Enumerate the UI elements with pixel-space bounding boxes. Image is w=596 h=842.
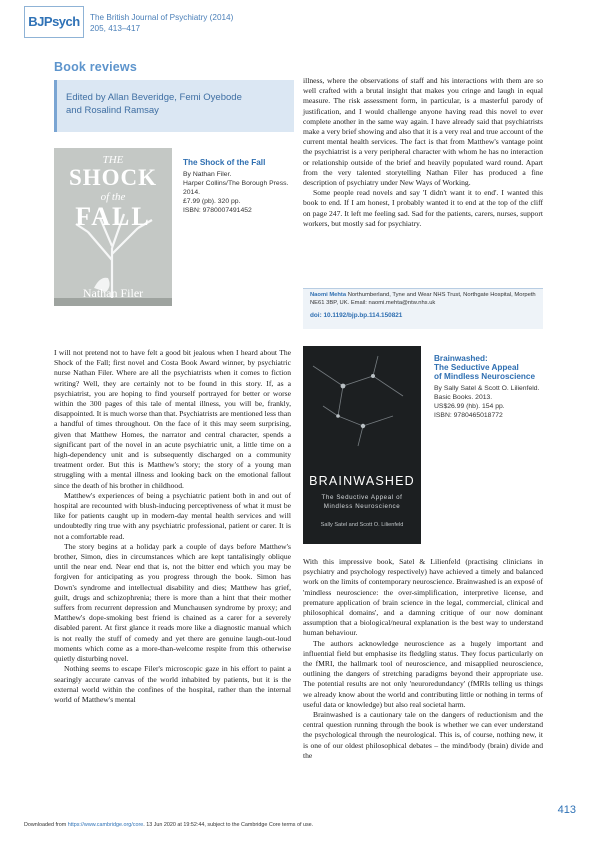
review2-price: US$26.99 (hb). 154 pp. (434, 403, 505, 410)
review1-title: The Shock of the Fall (183, 158, 266, 167)
review1-meta (183, 158, 295, 215)
journal-volume: 205, 413–417 (90, 23, 141, 33)
cover-subtitle-2: Mindless Neuroscience (323, 503, 401, 510)
paragraph: illness, where the observations of staff and his interactions with them are so well crafted with a brutal insight that makes you cringe and laugh in equal measure. The risk assessment form, in particular, is a masterful parody of justification, and I would challenge anyone having read this novel to ever complete another in the same way again. I have already said that psychiatrists make a very brief showing and also that it is a very real and true account of the current mental health services. The fact is that from Matthew's vantage point the psychiatrist is a very peripheral character with whom he has no interaction or relationship outside of the brief and heavily populated ward round. Apart from the very talented storytelling Nathan Filer has produced a fine description of psychiatry under New Ways of Working. (303, 76, 543, 188)
editors (66, 92, 286, 117)
cover-title: BRAINWASHED (309, 474, 415, 488)
paragraph: The story begins at a holiday park a couple of days before Matthew's brother, Simon, dies in circumstances which are kept tantalisingly oblique until the near end. Near end that is, not the bitter end which you may be forgiven for anticipating as you progress through the book. Simon has Down's syndrome and intellectual disability and dies; Matthew has grief, guilt, drugs and schizophrenia; there is more than a hint that their mother suffers from recurrent depression and Munchausen syndrome by proxy; and Matthew's dope-smoking best friend is chained as a carer for a severely disabled parent. At first glance it reads more like a diagnostic manual which is not really the stuff of comedy and yet there are genuine laugh-out-loud moments which come as a more-than-welcome respite from this otherwise quietly disturbing novel. (54, 541, 291, 664)
paragraph: With this impressive book, Satel & Lilienfeld (practising clinicians in psychiatry and psychology respectively) have achieved a timely and balanced work on the limits of contemporary neuroscience. Brainwashed is an exposé of 'mindless neuroscience: the over-simplification, interpretive license, and premature application of brain science in the legal, commercial, clinical and philosophical domains', and a damning critique of our now dominant assumption that a biological/neural explanation is the best way to understand human behaviour. (303, 557, 543, 638)
review2-meta (434, 354, 546, 420)
footer-suffix: . 13 Jun 2020 at 19:52:44, subject to the Cambridge Core terms of use. (143, 822, 314, 828)
review1-author: By Nathan Filer. (183, 171, 232, 178)
editors-line-2: and Rosalind Ramsay (66, 104, 159, 116)
cover-title-2: SHOCK (68, 165, 158, 190)
cover-title-1: THE (102, 154, 124, 166)
book-cover-brainwashed (303, 346, 421, 544)
cover-neuron-illustration (303, 346, 421, 544)
review2-publisher: Basic Books. 2013. (434, 394, 493, 401)
paragraph: Matthew's experiences of being a psychiatric patient both in and out of hospital are recounted with blush-inducing perceptiveness of what it must be like for patients caught up in modern-day mental health services and will undoubtedly ring true with any psychiatric professional, patient or carer. It is not a comfortable read. (54, 490, 291, 541)
journal-name: The British Journal of Psychiatry (2014) (90, 13, 234, 22)
review2-body (303, 557, 543, 761)
paragraph: Some people read novels and say 'I didn't want it to end'. I wanted this book to end. If I am honest, I probably wanted it to end at the top of the cliff on page 247. It left me feeling sad. Sad for the patients, carers, nurses, support workers, but mostly sad for psychiatry. (303, 188, 543, 228)
footer-link[interactable]: https://www.cambridge.org/core (67, 822, 144, 828)
cover-title-3: of the (100, 191, 126, 203)
cover-title-4: FALL (75, 202, 151, 231)
review1-price: £7.99 (pb). 320 pp. (183, 198, 241, 205)
review2-isbn: ISBN: 9780465018772 (434, 412, 503, 419)
paragraph: The authors acknowledge neuroscience as a hugely important and influential field but emphasise its fledgling status. They focus particularly on the fMRI, the hallmark tool of neuroscience, and misapplied neuroscience, outlining the dangers of stretching paradigms beyond their appropriate use. The potential results are not only 'neuroredundancy' (fMRIs telling us things we already know about the world and contributing little or nothing in terms of useful data or knowledge) but also real societal harm. (303, 638, 543, 709)
review1-year: 2014. (183, 189, 201, 196)
journal-logo: BJPsych (24, 6, 84, 38)
footer-prefix: Downloaded from (24, 822, 67, 828)
review2-title-2: The Seductive Appeal (434, 363, 519, 372)
review1-body-col2 (303, 76, 543, 229)
review1-isbn: ISBN: 9780007491452 (183, 207, 252, 214)
editors-line-1: Edited by Allan Beveridge, Femi Oyebode (66, 92, 242, 103)
book-cover-shock-of-the-fall (54, 148, 172, 306)
section-title: Book reviews (54, 60, 137, 74)
reviewer-info (310, 292, 538, 307)
review1-publisher: Harper Collins/The Borough Press. (183, 180, 289, 187)
page-number: 413 (557, 804, 576, 816)
review2-title-3: of Mindless Neuroscience (434, 372, 536, 381)
paragraph: Brainwashed is a cautionary tale on the dangers of reductionism and the central question running through the book is whether we can ever understand the psychological through the neurological. This is, of course, nothing new, it is one of our oldest philosophical debates – the mind/body (brain) divide and the (303, 710, 543, 760)
reviewer-affiliation: Northumberland, Tyne and Wear NHS Trust, Northgate Hospital, Morpeth NE61 3BP, UK. Email: naomi.mehta@ntw.nhs.uk (310, 292, 536, 306)
paragraph: I will not pretend not to have felt a good bit jealous when I heard about The Shock of the Fall; first novel and Costa Book Award winner, by psychiatric nurse Nathan Filer. Where are all the psychiatrists when it comes to fiction writing? Well, they are certainly not to be found in this story. If, as a psychiatrist, you are hoping to find yourself portrayed for better or worse within the 300 pages of this tale of mental illness, you will be, frankly, disappointed. It is much worse than that. Psychiatrists are mentioned less than a handful of times throughout. On the face of it this may seem surprising, given that Matthew Homes, the narrator and central character, spends a significant part of the novel in an acute psychiatric unit, a little time on a high-dependency unit and is subsequently discharged on a community treatment order. But this is Matthew's story; the story of a young man struggling with a mental illness and looking back on the emotional fallout since the death of his brother in childhood. (54, 348, 291, 490)
review2-title-1: Brainwashed: (434, 354, 488, 363)
review2-author: By Sally Satel & Scott O. Lilienfeld. (434, 385, 540, 392)
download-footer (24, 822, 313, 828)
reviewer-name: Naomi Mehta (310, 292, 347, 298)
cover-author: Nathan Filer (82, 286, 144, 300)
journal-citation (90, 13, 233, 34)
paragraph: Nothing seems to escape Filer's microscopic gaze in his effort to paint a searingly accurate canvas of the world inhabited by patients, but it is the external world within the confines of the hospital, rather than the internal world of Matthew's mental (54, 664, 291, 704)
review1-doi: doi: 10.1192/bjp.bp.114.150821 (310, 312, 403, 319)
review1-body-col1 (54, 348, 291, 705)
cover-subtitle-1: The Seductive Appeal of (321, 494, 403, 501)
cover-authors: Sally Satel and Scott O. Lilienfeld (320, 522, 404, 528)
